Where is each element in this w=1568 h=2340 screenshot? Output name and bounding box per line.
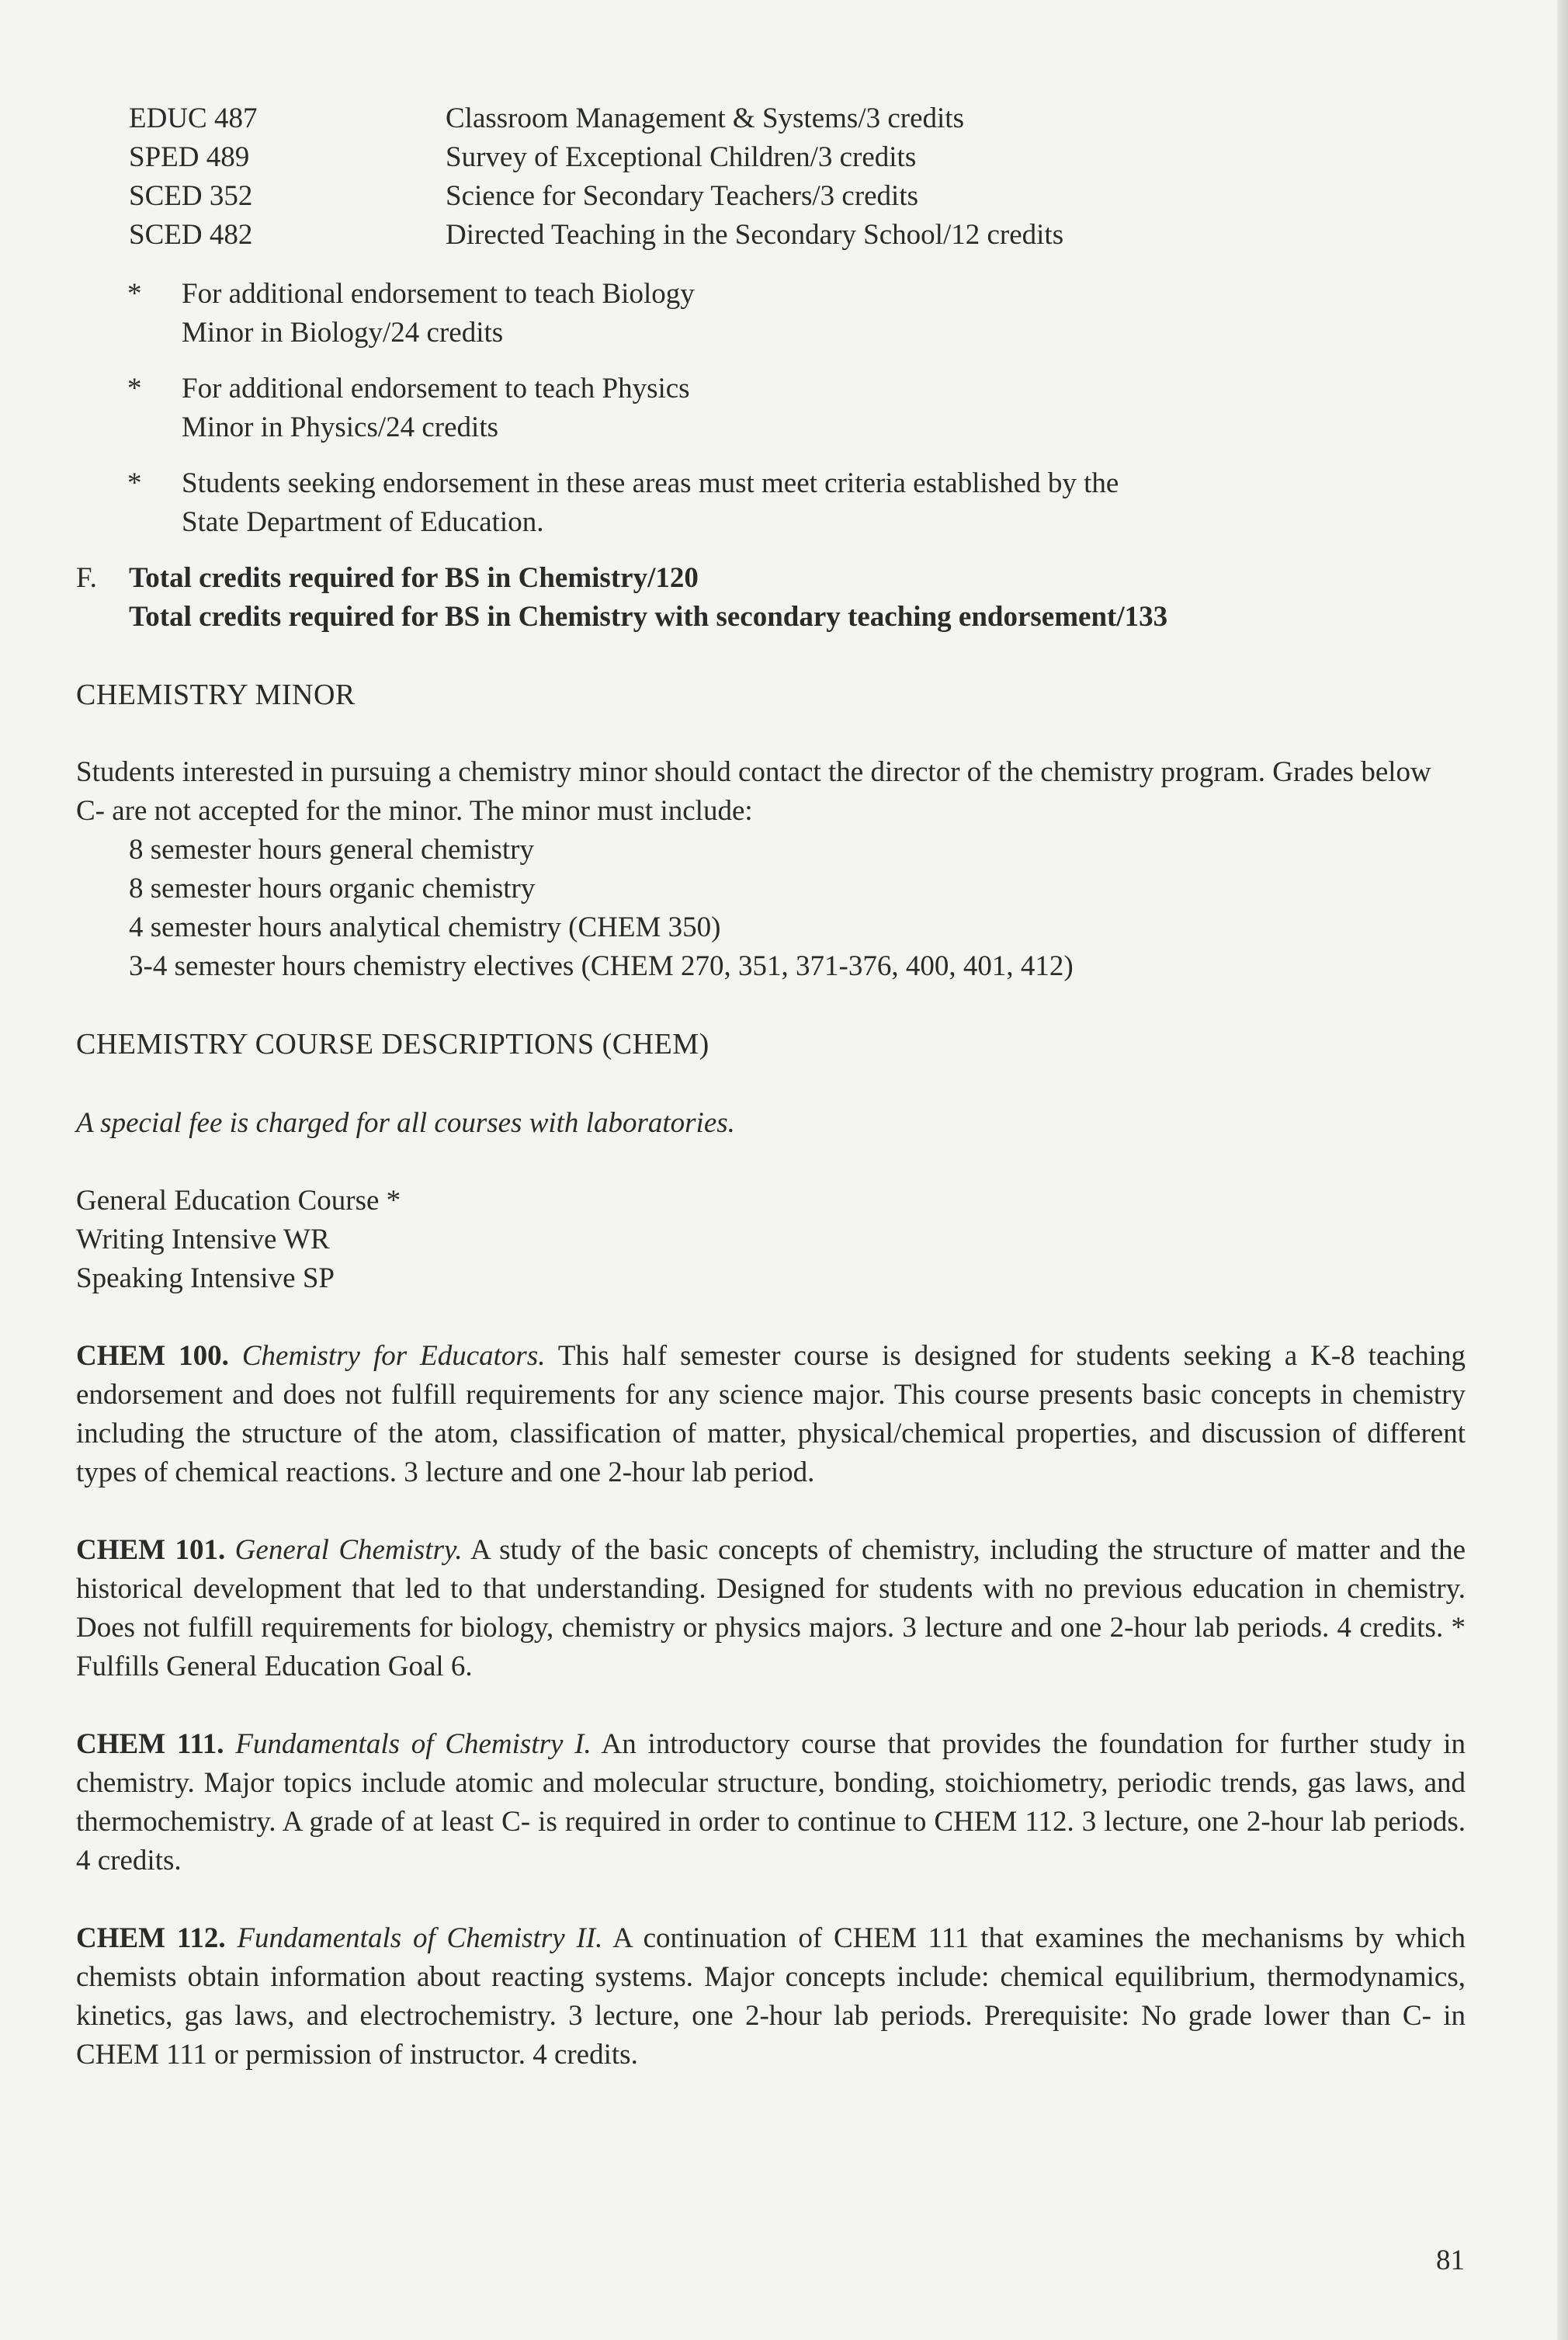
legend-item: Writing Intensive WR [76, 1224, 330, 1255]
asterisk-marker: * [127, 373, 142, 404]
endorsement-line: Minor in Physics/24 credits [182, 411, 499, 443]
legend-item: General Education Course * [76, 1185, 401, 1217]
course-title: Classroom Management & Systems/3 credits [446, 102, 964, 134]
endorsement-note [76, 464, 1466, 542]
course-title: Directed Teaching in the Secondary School/12 credits [446, 219, 1064, 251]
page-content [76, 99, 1466, 2074]
course-text: A continuation of CHEM 111 that examines the mechanisms by which chemists obtain information about reacting systems. Major concepts include: chemical equilibrium, thermodynamics, kinetics, gas laws, and electrochemistry. 3 lecture, one 2-hour lab periods. Prerequisite: No grade lower than C- in CHEM 111 or permission of instructor. 4 credits. [76, 1922, 1466, 2071]
minor-intro-paragraph: Students interested in pursuing a chemistry minor should contact the director of the chemistry program. Grades below C- are not accepted for the minor. The minor must include: [76, 756, 1431, 827]
course-code: SCED 482 [129, 219, 253, 251]
course-title: Science for Secondary Teachers/3 credits [446, 180, 919, 212]
endorsement-note [76, 275, 1466, 352]
endorsement-line: Minor in Biology/24 credits [182, 317, 504, 349]
course-name: General Chemistry. [234, 1534, 463, 1566]
course-description [76, 1531, 1466, 1686]
list-item: 8 semester hours organic chemistry [129, 873, 536, 904]
list-item: 4 semester hours analytical chemistry (CHEM 350) [129, 911, 721, 943]
endorsement-line: For additional endorsement to teach Physics [182, 373, 690, 404]
page-edge-shadow [1557, 0, 1568, 2340]
course-name: Chemistry for Educators. [241, 1340, 546, 1372]
course-list-row [129, 138, 1466, 177]
course-title: Survey of Exceptional Children/3 credits [446, 141, 917, 173]
endorsement-line: State Department of Education. [182, 506, 544, 538]
page-number: 81 [1436, 2245, 1465, 2276]
section-letter: F. [76, 562, 97, 594]
total-credits [76, 559, 1466, 637]
course-code: SPED 489 [129, 141, 250, 173]
endorsement-notes [76, 275, 1466, 542]
list-item: 8 semester hours general chemistry [129, 834, 534, 866]
course-description [76, 1725, 1466, 1880]
required-course-list [129, 99, 1466, 255]
course-code: SCED 352 [129, 180, 253, 212]
course-number: CHEM 111. [76, 1728, 224, 1760]
endorsement-line: For additional endorsement to teach Biology [182, 278, 695, 310]
legend-item: Speaking Intensive SP [76, 1262, 335, 1294]
endorsement-note [76, 370, 1466, 447]
total-credits-line: Total credits required for BS in Chemistry/120 [129, 562, 699, 594]
course-number: CHEM 100. [76, 1340, 229, 1372]
course-name: Fundamentals of Chemistry II. [237, 1922, 603, 1954]
course-code: EDUC 487 [129, 102, 258, 134]
asterisk-marker: * [127, 467, 142, 499]
minor-requirements-list [129, 831, 1466, 986]
course-text: This half semester course is designed for students seeking a K-8 teaching endorsement and does not fulfill requirements for any science major. This course presents basic concepts in chemistry including the structure of the atom, classification of matter, physical/chemical properties, and discussion of different types of chemical reactions. 3 lecture and one 2-hour lab period. [76, 1340, 1466, 1488]
list-item: 3-4 semester hours chemistry electives (CHEM 270, 351, 371-376, 400, 401, 412) [129, 950, 1074, 982]
course-number: CHEM 101. [76, 1534, 226, 1566]
course-list-row [129, 99, 1466, 138]
total-credits-row [76, 559, 1466, 598]
total-credits-line: Total credits required for BS in Chemistry with secondary teaching endorsement/133 [129, 601, 1168, 633]
asterisk-marker: * [127, 278, 142, 310]
endorsement-line: Students seeking endorsement in these areas must meet criteria established by the [182, 467, 1119, 499]
section-heading: CHEMISTRY MINOR [76, 679, 356, 711]
fee-note: A special fee is charged for all courses with laboratories. [76, 1107, 735, 1139]
section-heading: CHEMISTRY COURSE DESCRIPTIONS (CHEM) [76, 1028, 709, 1061]
course-text: An introductory course that provides the foundation for further study in chemistry. Major topics include atomic and molecular structure, bonding, stoichiometry, periodic trends, gas laws, and thermochemistry. A grade of at least C- is required in order to continue to CHEM 112. 3 lecture, one 2-hour lab periods. 4 credits. [76, 1728, 1466, 1877]
course-number: CHEM 112. [76, 1922, 226, 1954]
course-description [76, 1919, 1466, 2074]
course-name: Fundamentals of Chemistry I. [235, 1728, 591, 1760]
course-text: A study of the basic concepts of chemistry, including the structure of matter and the historical development that led to that understanding. Designed for students with no previous education in chemistry. Does not fulfill requirements for biology, chemistry or physics majors. 3 lecture and one 2-hour lab periods. 4 credits. * Fulfills General Education Goal 6. [76, 1534, 1466, 1682]
course-description [76, 1337, 1466, 1492]
course-list-row [129, 216, 1466, 255]
course-legend [76, 1182, 1466, 1298]
course-list-row [129, 177, 1466, 216]
